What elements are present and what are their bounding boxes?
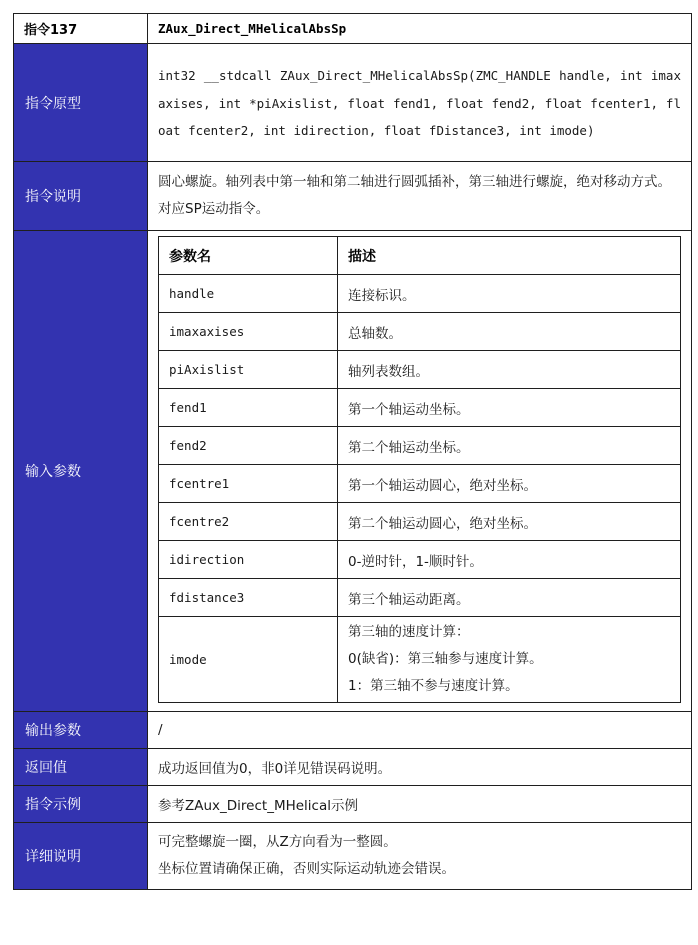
param-desc: 第三个轴运动距离。 [338,579,681,617]
outputs-text: / [148,712,692,749]
param-desc: 第二个轴运动圆心，绝对坐标。 [338,503,681,541]
col-param-desc: 描述 [338,237,681,275]
col-param-name: 参数名 [159,237,338,275]
prototype-row [14,44,692,162]
example-text: 参考ZAux_Direct_MHelical示例 [148,786,692,823]
description-label: 指令说明 [14,162,148,231]
param-name: fcentre1 [159,465,338,503]
param-name: piAxislist [159,351,338,389]
description-text: 圆心螺旋。轴列表中第一轴和第二轴进行圆弧插补，第三轴进行螺旋，绝对移动方式。对应SP运动指令。 [158,174,671,217]
prototype-text: int32 __stdcall ZAux_Direct_MHelicalAbsSp(ZMC_HANDLE handle, int imaxaxises, int *piAxislist, float fend1, float fend2, float fcenter1, float fcenter2, int idirection, float fDistance3, int imode) [158,68,681,139]
table-row [159,465,681,503]
param-desc: 轴列表数组。 [338,351,681,389]
command-title: ZAux_Direct_MHelicalAbsSp [148,14,692,44]
param-name: fdistance3 [159,579,338,617]
param-desc: 第一个轴运动圆心，绝对坐标。 [338,465,681,503]
param-desc: 0-逆时针，1-顺时针。 [338,541,681,579]
imode-line: 1：第三轴不参与速度计算。 [348,678,519,694]
param-name: imaxaxises [159,313,338,351]
outputs-label: 输出参数 [14,712,148,749]
details-row [14,823,692,890]
table-row [159,541,681,579]
inputs-row [14,231,692,712]
inputs-label: 输入参数 [14,231,148,712]
description-row [14,162,692,231]
param-desc: 第一个轴运动坐标。 [338,389,681,427]
table-row [159,313,681,351]
param-name: imode [159,617,338,703]
return-row [14,749,692,786]
table-row [159,427,681,465]
command-number: 指令137 [14,14,148,44]
param-desc: 连接标识。 [338,275,681,313]
table-row [159,389,681,427]
param-name: fend1 [159,389,338,427]
api-table [13,13,692,890]
imode-line: 第三轴的速度计算： [348,624,470,640]
details-label: 详细说明 [14,823,148,890]
table-row [159,579,681,617]
table-row [159,275,681,313]
outputs-row [14,712,692,749]
header-row [14,14,692,44]
table-row [159,351,681,389]
imode-line: 0(缺省)：第三轴参与速度计算。 [348,651,543,667]
params-table [158,236,681,703]
param-desc: 总轴数。 [338,313,681,351]
example-row [14,786,692,823]
example-label: 指令示例 [14,786,148,823]
details-line: 坐标位置请确保正确，否则实际运动轨迹会错误。 [158,861,455,877]
param-name: fcentre2 [159,503,338,541]
table-row [159,617,681,703]
param-desc: 第二个轴运动坐标。 [338,427,681,465]
params-header [159,237,681,275]
prototype-label: 指令原型 [14,44,148,162]
table-row [159,503,681,541]
api-doc [13,13,691,890]
param-name: idirection [159,541,338,579]
details-line: 可完整螺旋一圈，从Z方向看为一整圆。 [158,834,397,850]
return-text: 成功返回值为0，非0详见错误码说明。 [148,749,692,786]
param-name: handle [159,275,338,313]
return-label: 返回值 [14,749,148,786]
param-name: fend2 [159,427,338,465]
